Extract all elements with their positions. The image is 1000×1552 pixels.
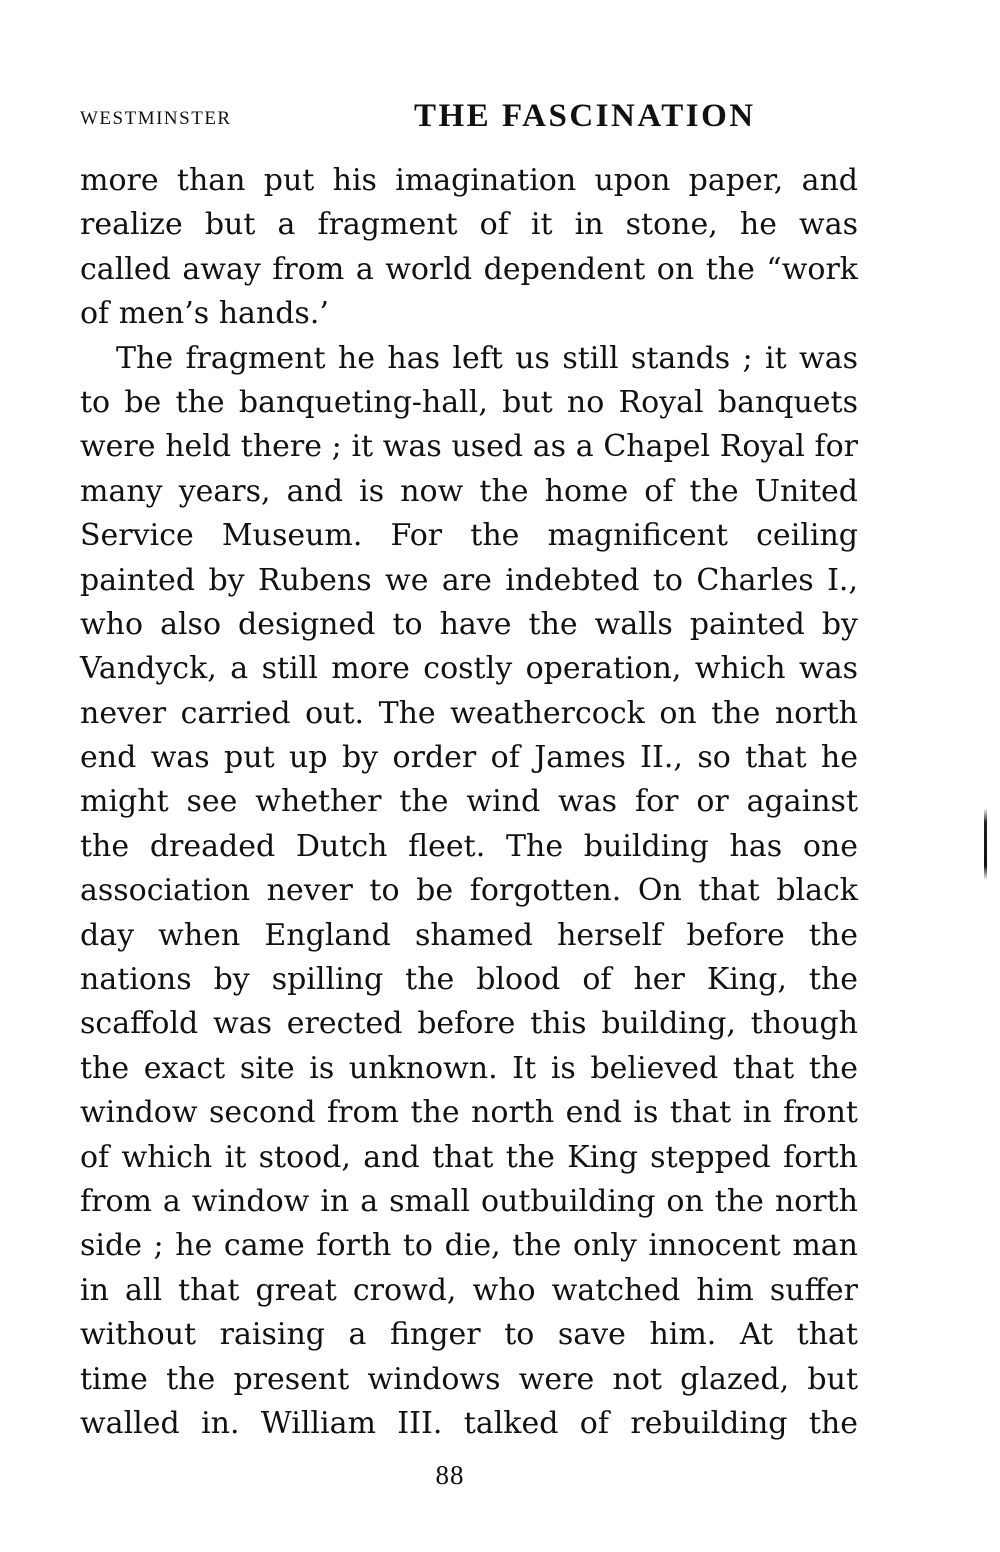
text-line: of men’s hands.’: [80, 296, 329, 332]
text-line: Service Museum. For the magnificent ceiling: [80, 518, 858, 554]
text-line: were held there ; it was used as a Chapel Royal for: [80, 429, 858, 465]
text-line: realize but a fragment of it in stone, he was: [80, 207, 858, 243]
chapter-title: THE FASCINATION: [414, 98, 756, 134]
text-line: of which it stood, and that the King stepped forth: [80, 1139, 858, 1175]
text-line: without raising a finger to save him. At that: [80, 1317, 858, 1353]
text-line: the exact site is unknown. It is believed that the: [80, 1050, 858, 1086]
text-line: end was put up by order of James II., so that he: [80, 740, 858, 776]
text-line: never carried out. The weathercock on the north: [80, 695, 858, 731]
text-line: called away from a world dependent on the “work: [80, 251, 858, 287]
text-line: day when England shamed herself before the: [80, 917, 858, 953]
text-line: from a window in a small outbuilding on the north: [80, 1183, 858, 1219]
text-line: The fragment he has left us still stands ; it was: [116, 340, 858, 376]
body-text: [80, 159, 858, 1446]
text-line: time the present windows were not glazed, but: [80, 1361, 858, 1397]
text-line: side ; he came forth to die, the only innocent man: [80, 1228, 858, 1264]
text-line: the dreaded Dutch fleet. The building has one: [80, 828, 858, 864]
text-line: scaffold was erected before this building, though: [80, 1006, 858, 1042]
text-line: association never to be forgotten. On that black: [80, 873, 858, 909]
text-line: many years, and is now the home of the United: [80, 473, 858, 509]
text-line: window second from the north end is that in front: [80, 1095, 858, 1131]
page-number: 88: [435, 1460, 465, 1490]
text-line: in all that great crowd, who watched him suffer: [80, 1272, 858, 1308]
text-line: might see whether the wind was for or against: [80, 784, 858, 820]
section-label: WESTMINSTER: [80, 108, 232, 129]
running-head: [80, 98, 860, 138]
scan-edge-mark: [984, 808, 987, 880]
text-line: nations by spilling the blood of her King, the: [80, 962, 858, 998]
text-line: more than put his imagination upon paper, and: [80, 163, 858, 198]
text-line: walled in. William III. talked of rebuilding the: [80, 1405, 858, 1441]
text-line: Vandyck, a still more costly operation, which was: [80, 651, 858, 687]
text-line: who also designed to have the walls painted by: [80, 606, 858, 642]
text-line: painted by Rubens we are indebted to Charles I.,: [80, 562, 858, 598]
text-line: to be the banqueting-hall, but no Royal banquets: [80, 384, 858, 420]
